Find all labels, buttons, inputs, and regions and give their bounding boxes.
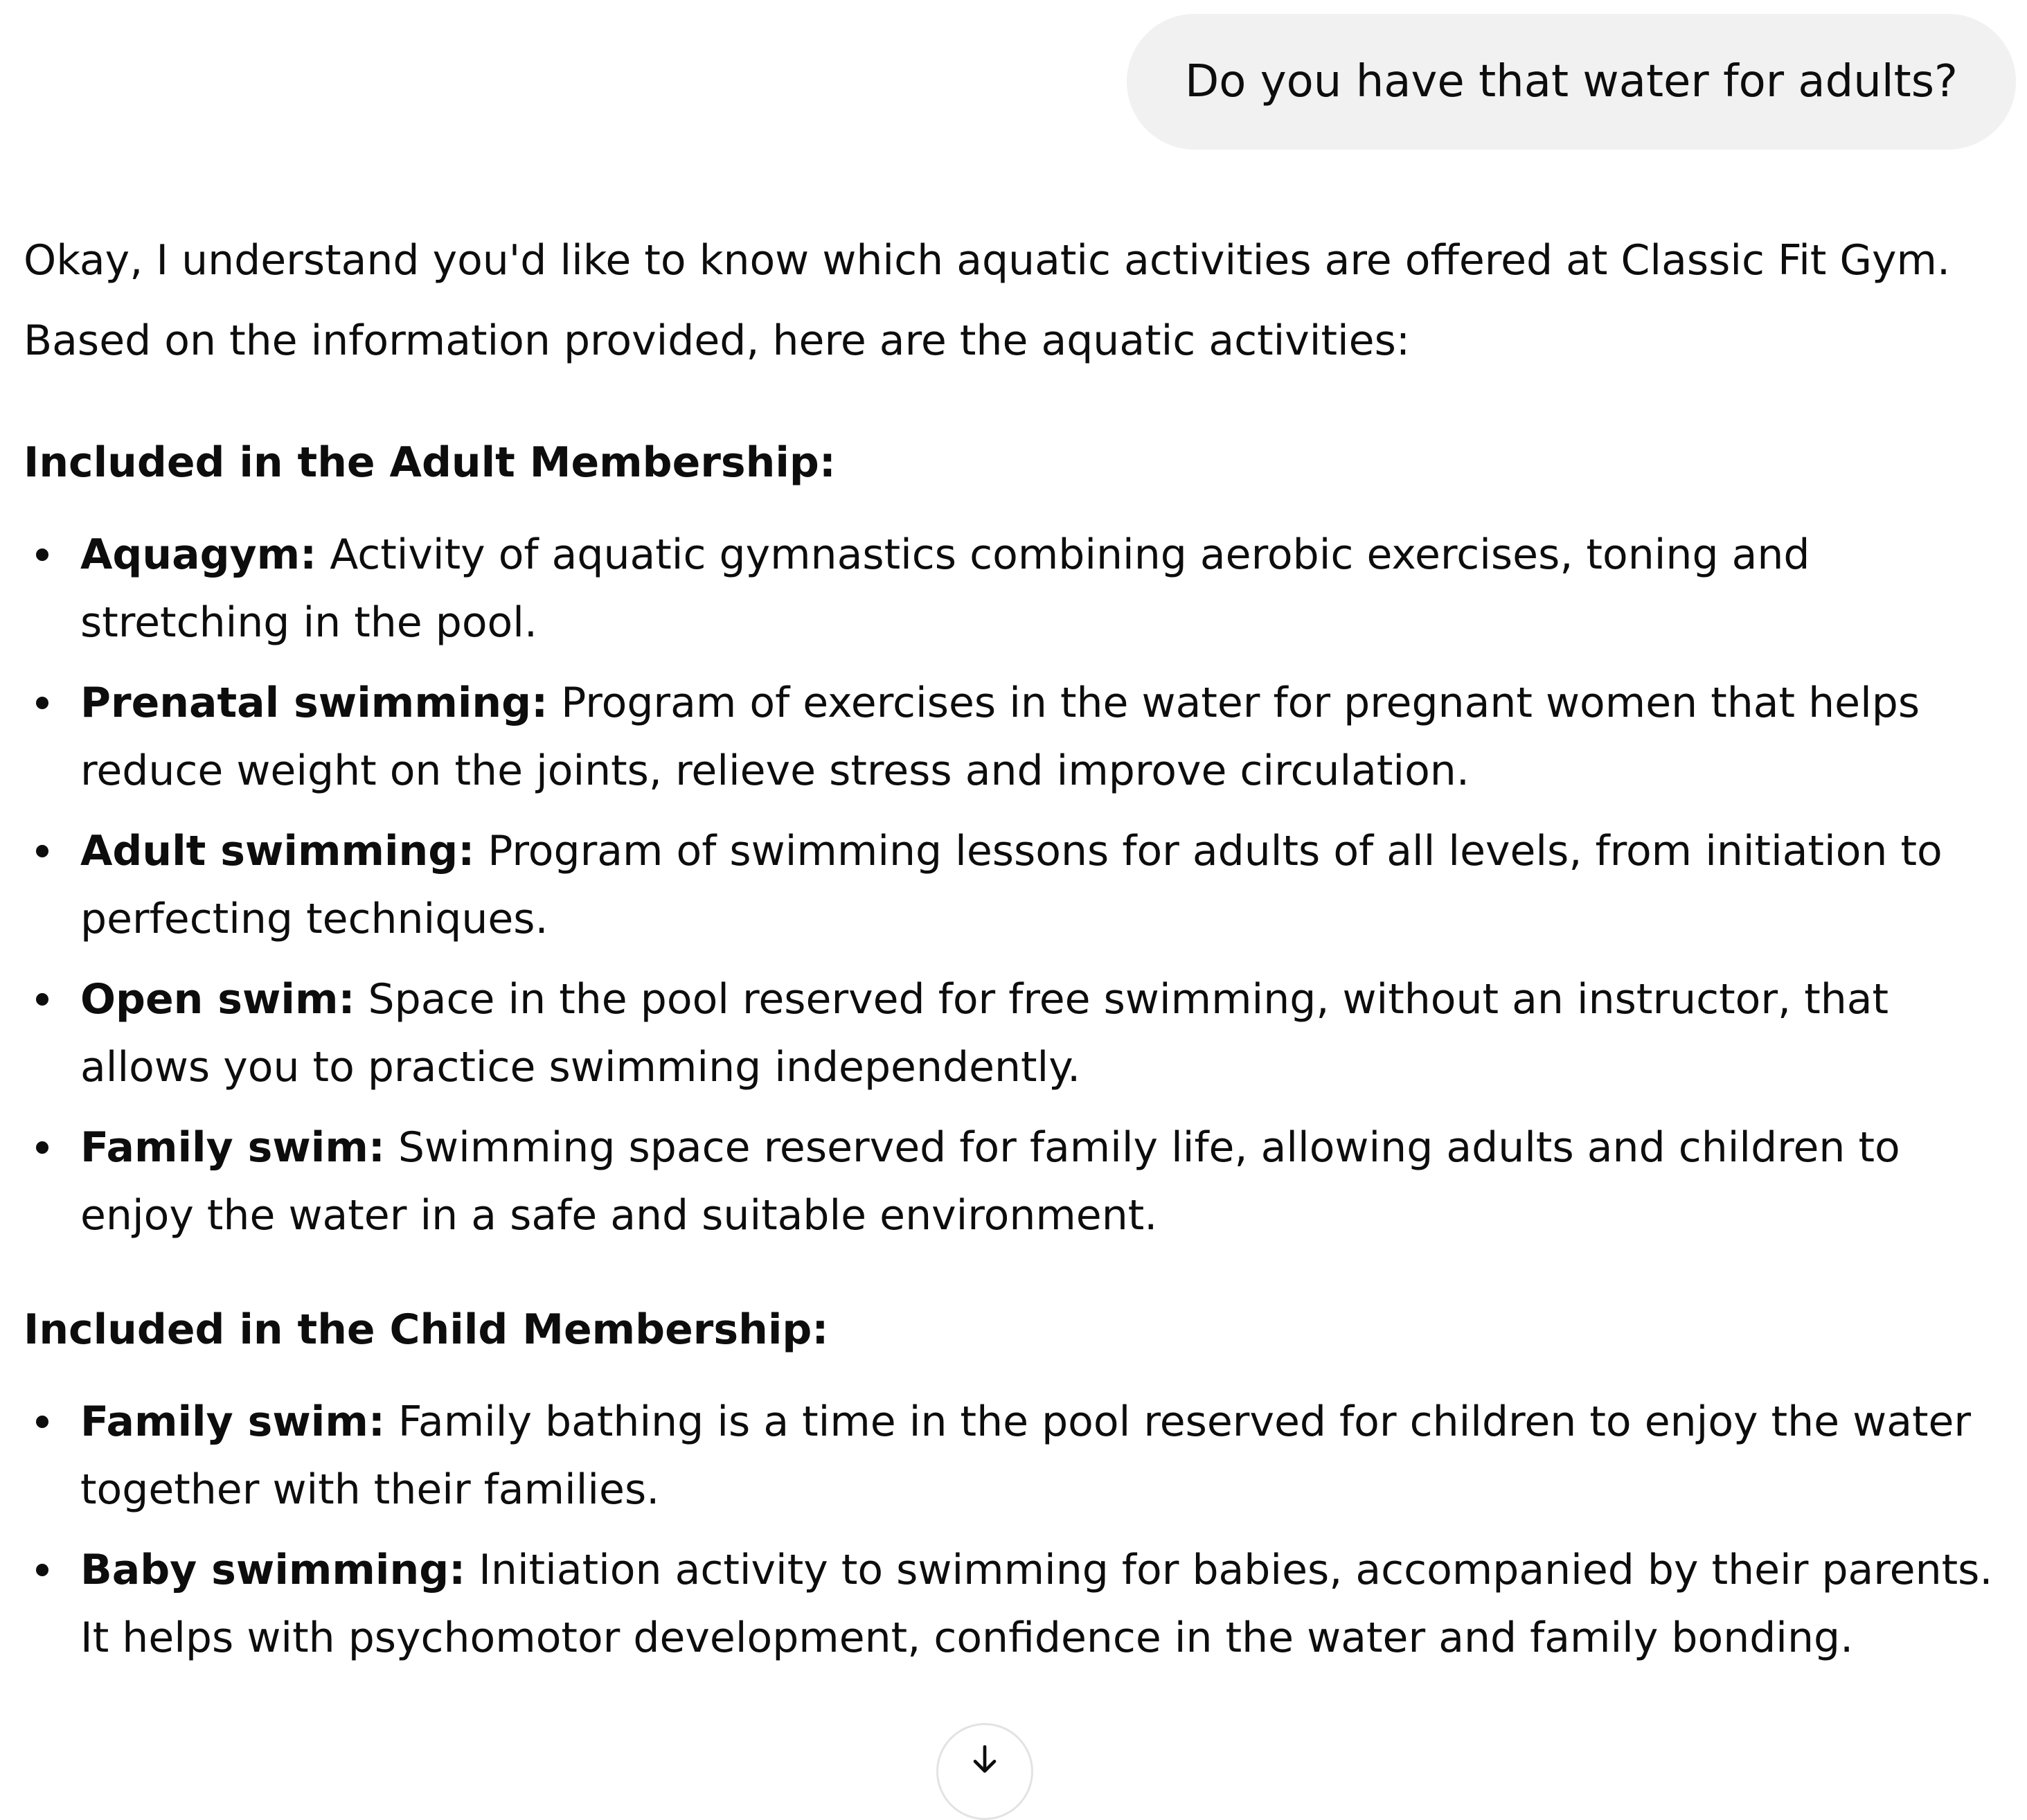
activity-description: Space in the pool reserved for free swimming, without an instructor, that allows you to practice swimming independently.	[80, 975, 1889, 1091]
adult-activities-list	[24, 521, 2015, 1249]
bullet-point	[36, 845, 48, 857]
user-message-text: Do you have that water for adults?	[1184, 56, 1958, 107]
list-item-prenatal-swimming	[24, 669, 2015, 805]
list-item-open-swim	[24, 965, 2015, 1101]
child-membership-heading: Included in the Child Membership:	[24, 1305, 829, 1354]
bullet-point	[36, 1141, 48, 1154]
bullet-point	[36, 697, 48, 709]
list-item-adult-swimming	[24, 817, 2015, 953]
bullet-point	[36, 1416, 48, 1428]
child-activities-list	[24, 1388, 2015, 1672]
adult-membership-heading: Included in the Adult Membership:	[24, 438, 836, 487]
activity-description: Initiation activity to swimming for babies, accompanied by their parents. It helps with psychomotor development, confidence in the water and family bonding.	[80, 1546, 1993, 1662]
activity-term: Prenatal swimming:	[80, 679, 548, 727]
user-message-bubble	[1127, 14, 2016, 150]
activity-description: Activity of aquatic gymnastics combining aerobic exercises, toning and stretching in the pool.	[80, 530, 1810, 647]
activity-description: Program of exercises in the water for pregnant women that helps reduce weight on the joints, relieve stress and improve circulation.	[80, 679, 1920, 795]
activity-term: Open swim:	[80, 975, 355, 1024]
list-item-family-swim	[24, 1114, 2015, 1249]
activity-description: Swimming space reserved for family life, allowing adults and children to enjoy the water in a safe and suitable environment.	[80, 1123, 1900, 1240]
activity-term: Family swim:	[80, 1123, 385, 1172]
assistant-intro: Okay, I understand you'd like to know which aquatic activities are offered at Classic Fit Gym. Based on the information provided, here are the aquatic activities:	[24, 236, 1951, 365]
list-item-aquagym	[24, 521, 2015, 657]
activity-term: Aquagym:	[80, 530, 317, 579]
bullet-point	[36, 548, 48, 561]
list-item-baby-swimming	[24, 1536, 2015, 1672]
bullet-point	[36, 1564, 48, 1576]
activity-term: Adult swimming:	[80, 827, 475, 875]
activity-term: Family swim:	[80, 1398, 385, 1446]
arrow-down-icon	[965, 1740, 1004, 1779]
assistant-message	[24, 220, 2015, 1684]
bullet-point	[36, 993, 48, 1006]
scroll-to-bottom-button[interactable]	[936, 1723, 1033, 1820]
list-item-family-swim-child	[24, 1388, 2015, 1524]
activity-description: Family bathing is a time in the pool reserved for children to enjoy the water together with their families.	[80, 1398, 1972, 1514]
activity-term: Baby swimming:	[80, 1546, 466, 1594]
activity-description: Program of swimming lessons for adults of all levels, from initiation to perfecting techniques.	[80, 827, 1943, 943]
